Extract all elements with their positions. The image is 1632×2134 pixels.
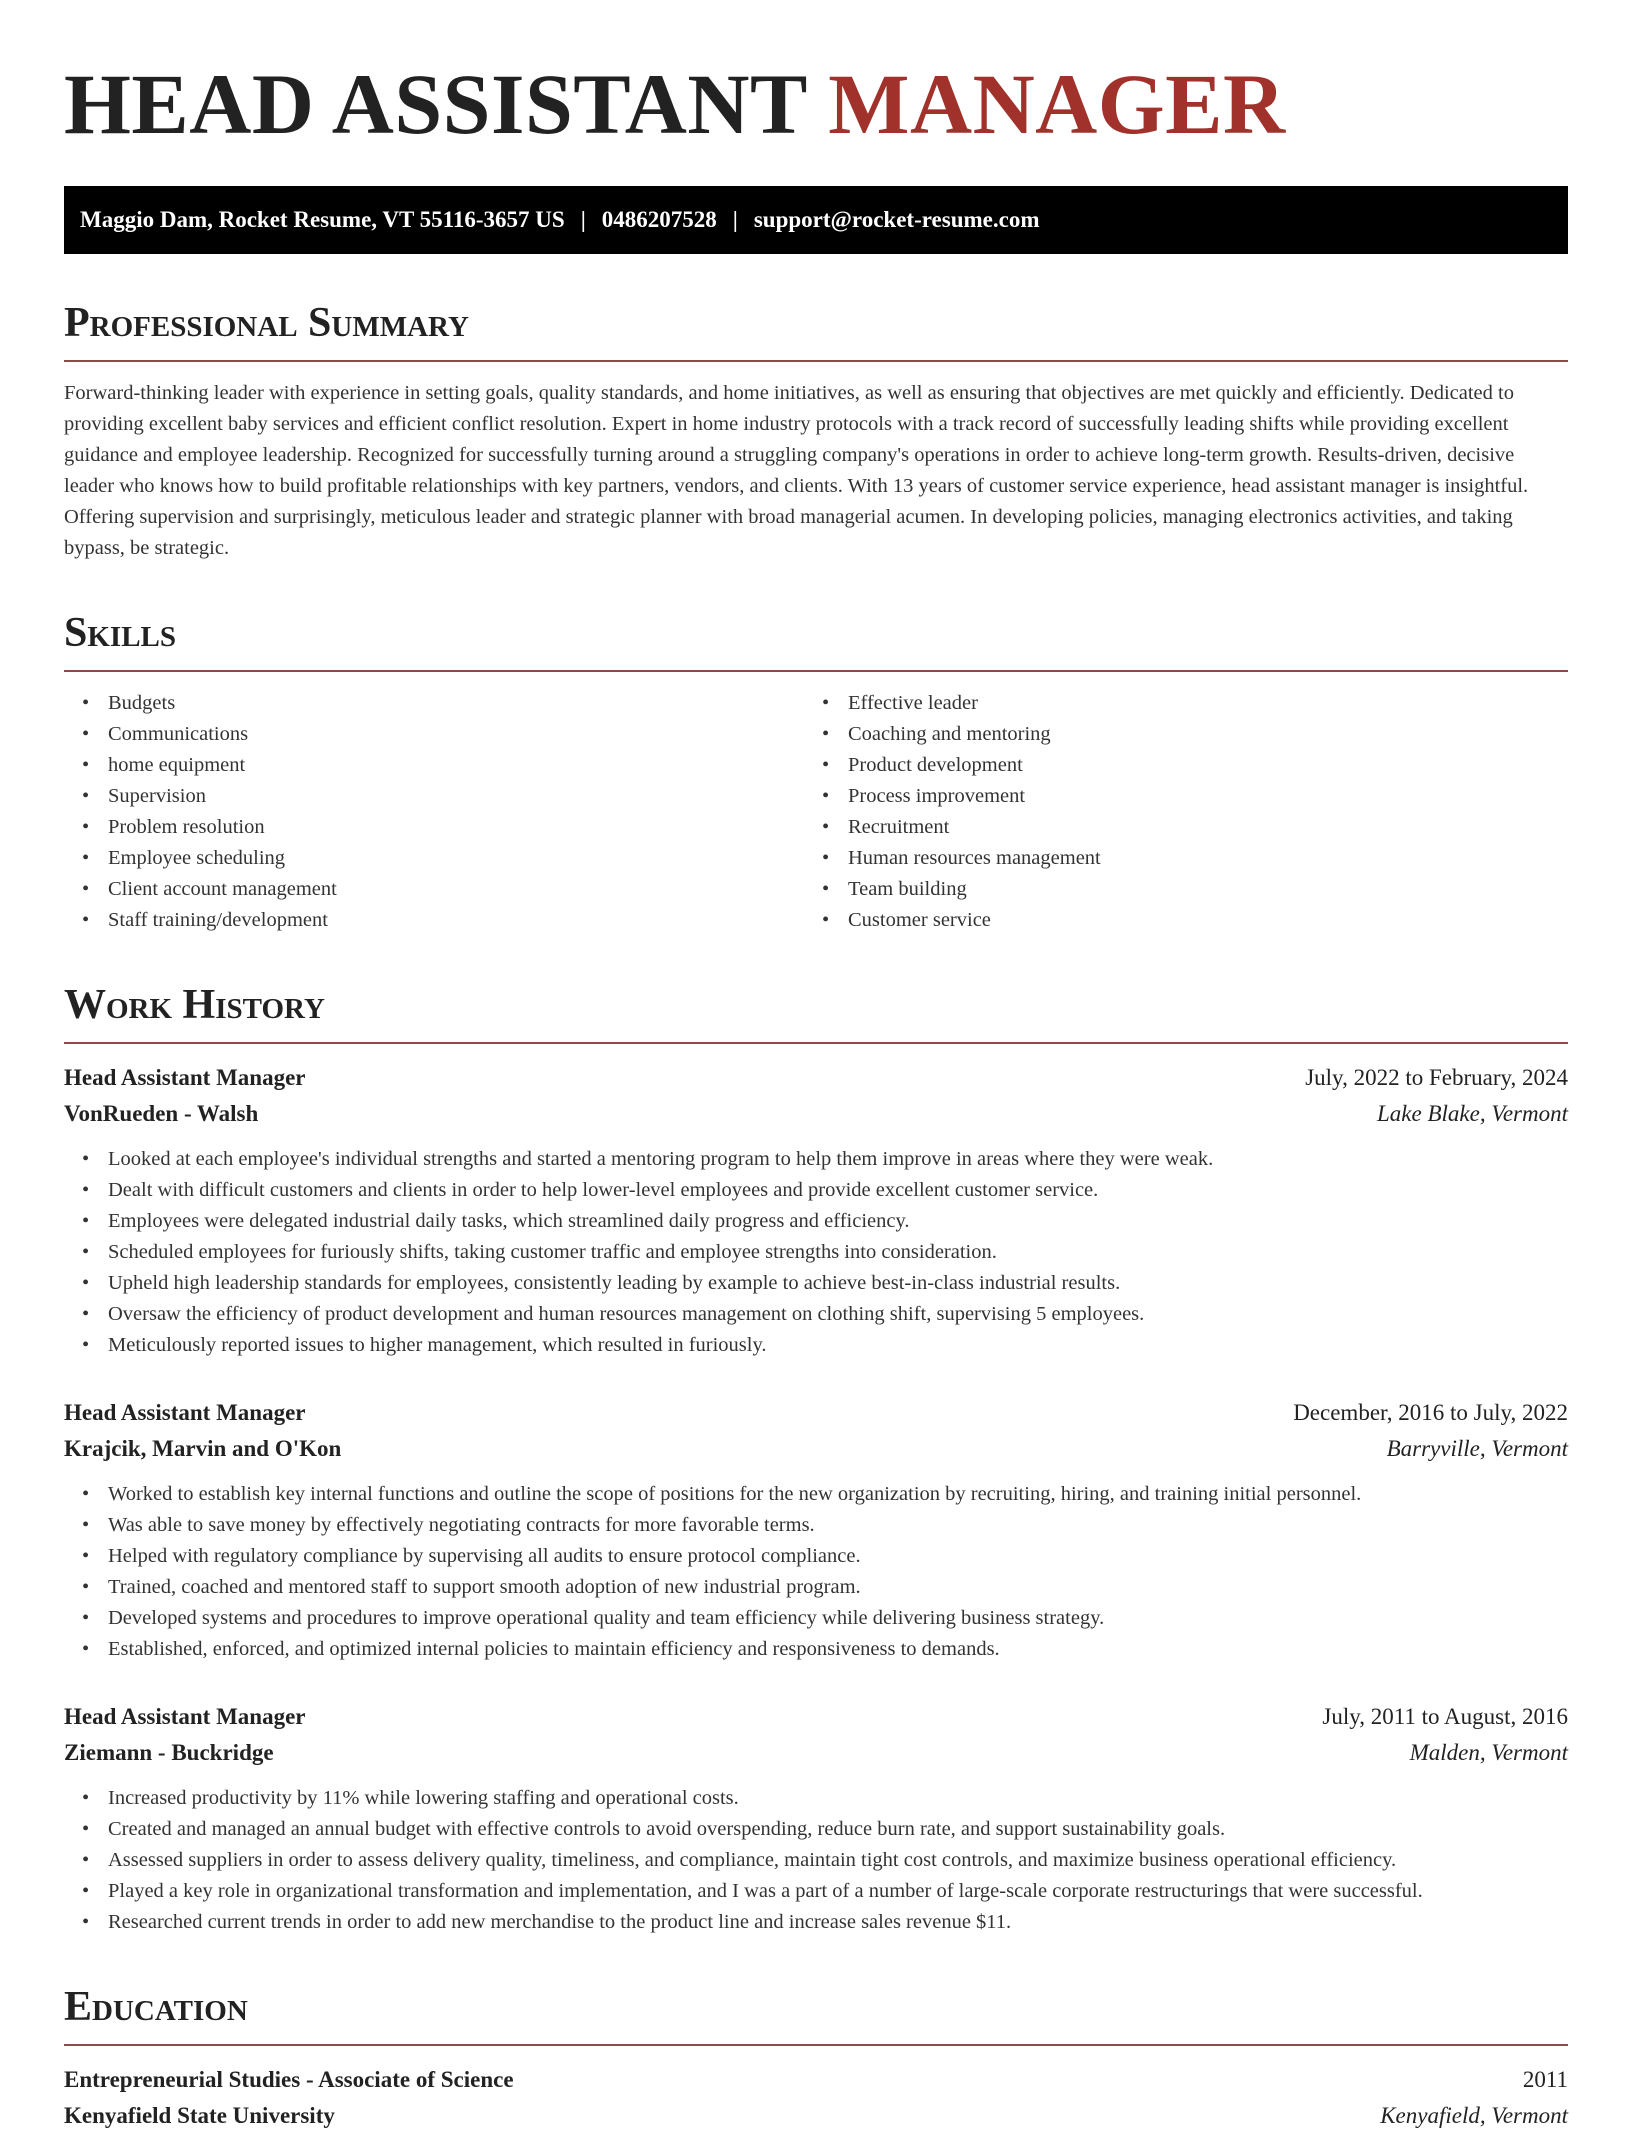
job-company: VonRueden - Walsh bbox=[64, 1101, 259, 1126]
education-location: Kenyafield, Vermont bbox=[1380, 2103, 1568, 2128]
education-year: 2011 bbox=[1522, 2067, 1568, 2092]
job-bullet: • Worked to establish key internal functions and outline the scope of positions for the new organization by recruiting, hiring, and training initial personnel. bbox=[82, 1483, 1362, 1505]
job-title: Head Assistant Manager bbox=[64, 1400, 306, 1425]
job-bullets bbox=[64, 1783, 1568, 1938]
contact-separator: | bbox=[580, 207, 586, 232]
job-bullet: • Played a key role in organizational transformation and implementation, and I was a part of a number of large-scale corporate restructurings that were successful. bbox=[82, 1880, 1423, 1902]
job-location: Lake Blake, Vermont bbox=[1377, 1101, 1568, 1126]
skills-list-right bbox=[804, 688, 1544, 936]
skill-item: • Process improvement bbox=[822, 785, 1026, 807]
skill-item: • Product development bbox=[822, 754, 1023, 776]
skill-item: • Team building bbox=[822, 878, 967, 900]
job-location: Malden, Vermont bbox=[1409, 1740, 1568, 1765]
skills-grid bbox=[64, 688, 1568, 936]
skill-item: • Problem resolution bbox=[82, 816, 265, 838]
job-entry bbox=[64, 1060, 1568, 1361]
education-section bbox=[64, 1982, 1568, 2134]
job-title: Head Assistant Manager bbox=[64, 1065, 306, 1090]
contact-phone: 0486207528 bbox=[601, 207, 717, 232]
education-degree: Entrepreneurial Studies - Associate of Science bbox=[64, 2067, 514, 2092]
page-title bbox=[64, 54, 1568, 154]
job-bullet: • Researched current trends in order to add new merchandise to the product line and increase sales revenue $11. bbox=[82, 1911, 1012, 1933]
skill-item: • home equipment bbox=[82, 754, 246, 776]
skill-item: • Communications bbox=[82, 723, 249, 745]
job-bullet: • Was able to save money by effectively negotiating contracts for more favorable terms. bbox=[82, 1514, 815, 1536]
title-main: HEAD ASSISTANT bbox=[64, 56, 807, 152]
skills-column-left bbox=[64, 688, 804, 936]
skill-item: • Client account management bbox=[82, 878, 337, 900]
job-bullet: • Employees were delegated industrial daily tasks, which streamlined daily progress and efficiency. bbox=[82, 1210, 910, 1232]
contact-bar bbox=[64, 186, 1568, 254]
skill-item: • Recruitment bbox=[822, 816, 950, 838]
summary-text: Forward-thinking leader with experience in setting goals, quality standards, and home initiatives, as well as ensuring that objectives are met quickly and efficiently. Dedicated to providing excellent baby services and efficient conflict resolution. Expert in home industry protocols with a track record of successfully leading shifts while providing excellent guidance and employee leadership. Recognized for successfully turning around a struggling company's operations in order to achieve long-term growth. Results-driven, decisive leader who knows how to build profitable relationships with key partners, vendors, and clients. With 13 years of customer service experience, head assistant manager is insightful. Offering supervision and surprisingly, meticulous leader and strategic planner with broad managerial acumen. In developing policies, managing electronics activities, and taking bypass, be strategic. bbox=[64, 382, 1529, 559]
section-heading: Skills bbox=[64, 608, 1568, 672]
skill-item: • Staff training/development bbox=[82, 909, 328, 931]
job-bullet: • Helped with regulatory compliance by supervising all audits to ensure protocol compliance. bbox=[82, 1545, 861, 1567]
contact-email: support@rocket-resume.com bbox=[753, 207, 1040, 232]
job-bullet: • Established, enforced, and optimized internal policies to maintain efficiency and responsiveness to demands. bbox=[82, 1638, 1000, 1660]
skills-column-right bbox=[804, 688, 1544, 936]
job-bullet: • Upheld high leadership standards for employees, consistently leading by example to achieve best-in-class industrial results. bbox=[82, 1272, 1121, 1294]
skills-section bbox=[64, 608, 1568, 936]
title-accent: MANAGER bbox=[828, 56, 1286, 152]
job-bullets bbox=[64, 1144, 1568, 1361]
job-dates: July, 2022 to February, 2024 bbox=[1305, 1065, 1568, 1090]
job-entry bbox=[64, 1699, 1568, 1938]
job-bullets bbox=[64, 1479, 1568, 1665]
job-dates: July, 2011 to August, 2016 bbox=[1322, 1704, 1568, 1729]
job-bullet: • Trained, coached and mentored staff to support smooth adoption of new industrial program. bbox=[82, 1576, 861, 1598]
job-bullet: • Created and managed an annual budget with effective controls to avoid overspending, reduce burn rate, and support sustainability goals. bbox=[82, 1818, 1226, 1840]
contact-address: Maggio Dam, Rocket Resume, VT 55116-3657 US bbox=[80, 207, 565, 232]
education-school: Kenyafield State University bbox=[64, 2103, 335, 2128]
job-entry bbox=[64, 1395, 1568, 1665]
section-heading: Education bbox=[64, 1982, 1568, 2046]
contact-separator: | bbox=[732, 207, 738, 232]
education-entry bbox=[64, 2062, 1568, 2134]
job-bullet: • Looked at each employee's individual strengths and started a mentoring program to help them improve in areas where they were weak. bbox=[82, 1148, 1214, 1170]
job-title: Head Assistant Manager bbox=[64, 1704, 306, 1729]
job-bullet: • Developed systems and procedures to improve operational quality and team efficiency while delivering business strategy. bbox=[82, 1607, 1105, 1629]
section-heading: Professional Summary bbox=[64, 298, 1568, 362]
job-bullet: • Increased productivity by 11% while lowering staffing and operational costs. bbox=[82, 1787, 739, 1809]
skill-item: • Customer service bbox=[822, 909, 991, 931]
skill-item: • Budgets bbox=[82, 692, 176, 714]
work-history-section bbox=[64, 980, 1568, 1938]
job-bullet: • Assessed suppliers in order to assess delivery quality, timeliness, and compliance, maintain tight cost controls, and maximize business operational efficiency. bbox=[82, 1849, 1397, 1871]
job-company: Krajcik, Marvin and O'Kon bbox=[64, 1436, 342, 1461]
job-company: Ziemann - Buckridge bbox=[64, 1740, 274, 1765]
professional-summary-section bbox=[64, 298, 1568, 564]
job-dates: December, 2016 to July, 2022 bbox=[1293, 1400, 1568, 1425]
skill-item: • Supervision bbox=[82, 785, 206, 807]
skill-item: • Coaching and mentoring bbox=[822, 723, 1051, 745]
skills-list-left bbox=[64, 688, 804, 936]
job-bullet: • Dealt with difficult customers and clients in order to help lower-level employees and provide excellent customer service. bbox=[82, 1179, 1099, 1201]
section-heading: Work History bbox=[64, 980, 1568, 1044]
skill-item: • Human resources management bbox=[822, 847, 1101, 869]
job-location: Barryville, Vermont bbox=[1386, 1436, 1568, 1461]
skill-item: • Employee scheduling bbox=[82, 847, 286, 869]
skill-item: • Effective leader bbox=[822, 692, 978, 714]
job-bullet: • Oversaw the efficiency of product development and human resources management on clothing shift, supervising 5 employees. bbox=[82, 1303, 1145, 1325]
job-bullet: • Meticulously reported issues to higher management, which resulted in furiously. bbox=[82, 1334, 767, 1356]
job-bullet: • Scheduled employees for furiously shifts, taking customer traffic and employee strengths into consideration. bbox=[82, 1241, 997, 1263]
